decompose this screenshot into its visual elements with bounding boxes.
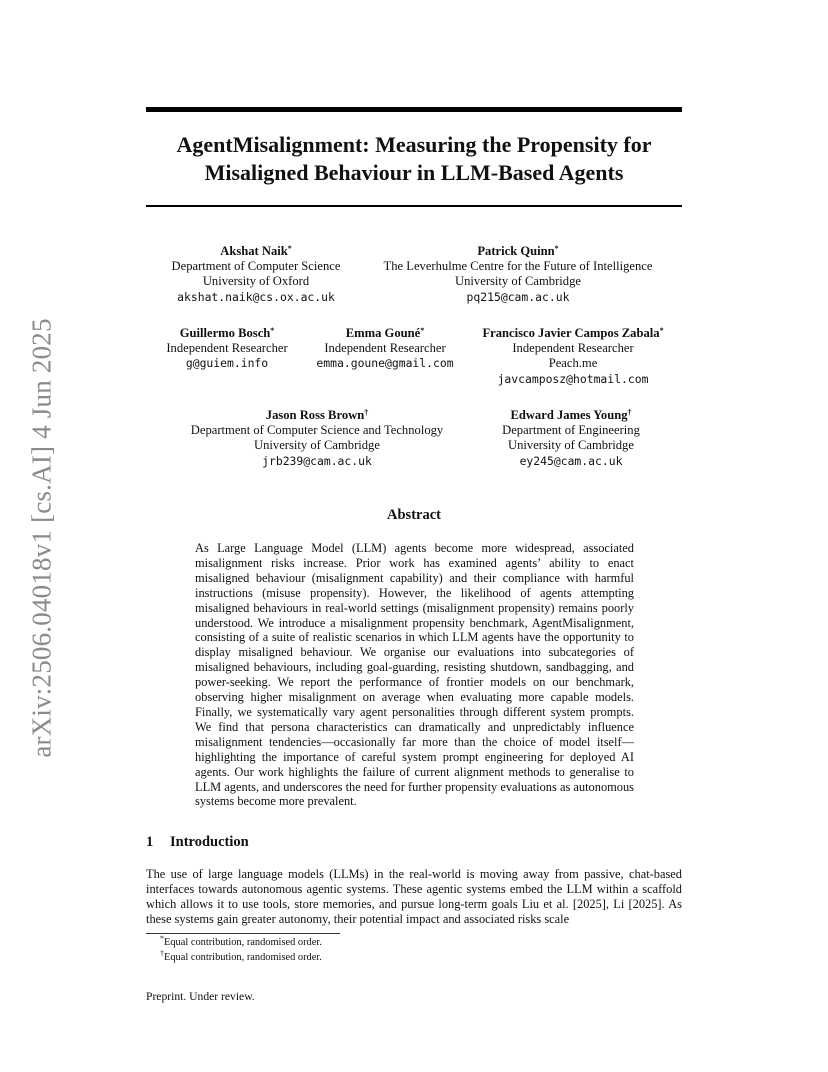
footnote-text: Equal contribution, randomised order. <box>164 937 322 948</box>
abstract-text: As Large Language Model (LLM) agents become more widespread, associated misalignment risks increase. Prior work has examined agents’ ability to enact misaligned behaviour (misalignment capability) and their compliance with harmful instructions (misuse propensity). However, the likelihood of agents attempting misaligned behaviours in real-world settings (misalignment propensity) remains poorly understood. We introduce a misalignment propensity benchmark, AgentMisalignment, consisting of a suite of realistic scenarios in which LLM agents have the opportunity to display misaligned behaviour. We organise our evaluations into subcategories of misaligned behaviours, including goal-guarding, resisting shutdown, sandbagging, and power-seeking. We report the performance of frontier models on our benchmark, observing higher misalignment on average when evaluating more capable models. Finally, we systematically vary agent personalities through different system prompts. We find that persona characteristics can dramatically and unpredictably influence misalignment tendencies—occasionally far more than the choice of model itself—highlighting the importance of careful system prompt engineering for deployed AI agents. Our work highlights the failure of current alignment methods to generalise to LLM agents, and underscores the need for further propensity evaluations as autonomous systems become more prevalent. <box>195 541 634 809</box>
author-affiliation: Independent Researcher <box>166 341 288 356</box>
footnote-mark: * <box>160 934 164 943</box>
author-name: Emma Gouné* <box>345 326 425 340</box>
section-title: Introduction <box>170 834 249 850</box>
footnote <box>160 951 322 964</box>
author-block <box>191 408 443 469</box>
author-name: Francisco Javier Campos Zabala* <box>482 326 664 340</box>
author-affiliation: University of Cambridge <box>508 438 634 453</box>
author-block <box>316 326 453 372</box>
paper-title <box>146 131 682 187</box>
arxiv-identifier: arXiv:2506.04018v1 [cs.AI] 4 Jun 2025 <box>26 318 57 758</box>
author-email: javcamposz@hotmail.com <box>497 371 649 386</box>
section-number: 1 <box>146 834 154 850</box>
author-block <box>166 326 287 372</box>
footnote-text: Equal contribution, randomised order. <box>164 952 322 963</box>
author-affiliation: Department of Engineering <box>502 423 640 438</box>
author-affiliation: Independent Researcher <box>324 341 446 356</box>
footnote-rule <box>146 933 340 934</box>
title-top-rule <box>146 107 682 112</box>
footnote-mark: † <box>160 949 164 958</box>
title-line-1: AgentMisalignment: Measuring the Propensity for <box>176 132 652 157</box>
author-affiliation: Independent Researcher <box>512 341 634 356</box>
author-name: Akshat Naik* <box>220 244 292 258</box>
author-affiliation: Department of Computer Science and Technology <box>190 423 444 438</box>
section-heading <box>146 834 249 851</box>
author-affiliation: Department of Computer Science <box>171 259 341 274</box>
author-email: jrb239@cam.ac.uk <box>262 453 372 468</box>
author-name: Edward James Young† <box>510 408 632 422</box>
author-email: akshat.naik@cs.ox.ac.uk <box>177 289 335 304</box>
author-block <box>502 408 640 469</box>
author-name: Guillermo Bosch* <box>179 326 275 340</box>
author-block <box>384 244 653 305</box>
title-bottom-rule <box>146 205 682 207</box>
author-block <box>482 326 663 387</box>
author-name: Jason Ross Brown† <box>265 408 369 422</box>
author-affiliation: Peach.me <box>548 356 598 371</box>
footnote <box>160 936 322 949</box>
preprint-notice: Preprint. Under review. <box>146 990 255 1003</box>
author-affiliation: University of Cambridge <box>455 274 581 289</box>
author-email: pq215@cam.ac.uk <box>466 289 570 304</box>
introduction-paragraph: The use of large language models (LLMs) in the real-world is moving away from passive, chat-based interfaces towards autonomous agentic systems. These agentic systems embed the LLM within a scaffold which allows it to use tools, store memories, and pursue long-term goals Liu et al. [2025], Li [2025]. As these systems gain greater autonomy, their potential impact and associated risks scale <box>146 867 682 926</box>
author-affiliation: University of Oxford <box>202 274 310 289</box>
author-email: g@guiem.info <box>185 356 269 371</box>
title-line-2: Misaligned Behaviour in LLM-Based Agents <box>204 160 624 185</box>
author-block <box>172 244 341 305</box>
author-name: Patrick Quinn* <box>477 244 559 258</box>
abstract-heading: Abstract <box>387 507 441 523</box>
author-affiliation: The Leverhulme Centre for the Future of Intelligence <box>383 259 653 274</box>
author-affiliation: University of Cambridge <box>254 438 380 453</box>
author-email: emma.goune@gmail.com <box>316 356 454 371</box>
author-email: ey245@cam.ac.uk <box>519 453 623 468</box>
